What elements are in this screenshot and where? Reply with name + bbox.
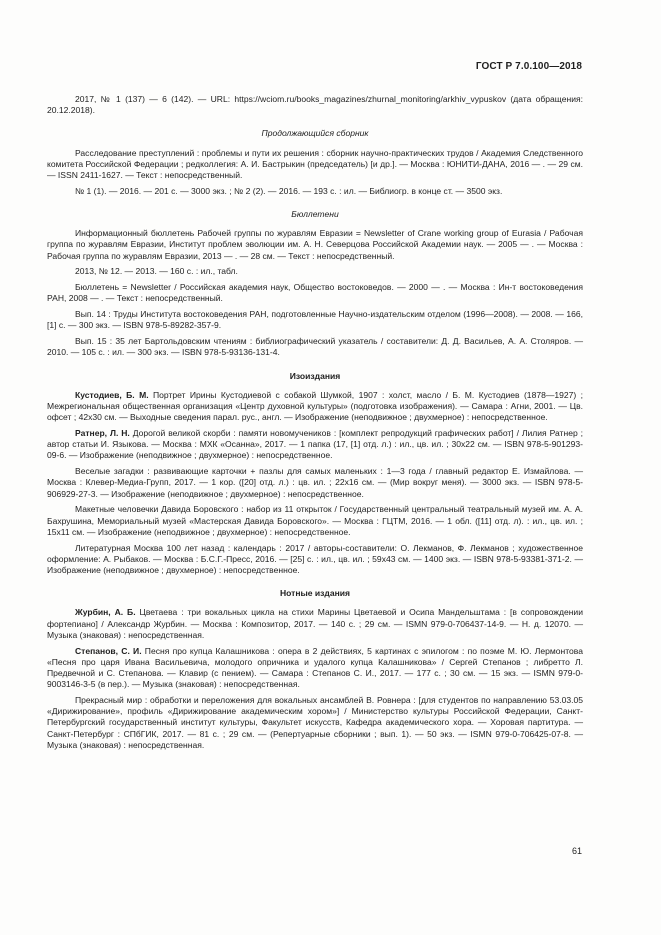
bibliographic-entry (47, 428, 583, 462)
bibliographic-entry: 2017, № 1 (137) — 6 (142). — URL: https://wciom.ru/books_magazines/zhurnal_monitoring/arkhiv_vypuskov (дата обращения: 20.12.2018). (47, 94, 583, 116)
section-heading: Продолжающийся сборник (261, 128, 369, 139)
entry-author: Журбин, А. Б. (75, 607, 136, 618)
bibliographic-entry: Расследование преступлений : проблемы и пути их решения : сборник научно-практических трудов / Академия Следственного комитета Российской Федерации ; редколлегия: А. И. Бастрыкин (председатель) [и др.]. — Москва : ЮНИТИ-ДАНА, 2016 — . — 29 см. — ISSN 2411-1627. — Текст : непосредственный. (47, 147, 583, 181)
entry-author: Кустодиев, Б. М. (75, 389, 149, 400)
bibliographic-entry: Прекрасный мир : обработки и переложения для вокальных ансамблей В. Ровнера : [для студентов по направлению 53.03.05 «Дирижирование», профиль «Дирижирование академическим хором»] / Министерство культуры Российской Федерации, Санкт-Петербургский государственный институт культуры, Факультет искусств, Кафедра академического хора. — Хоровая партитура. — Санкт-Петербург : СПбГИК, 2017. — 81 с. ; 29 см. — (Репертуарные сборники ; вып. 1). — 50 экз. — ISMN 979-0-706425-07-8. — Музыка (знаковая) : непосредственная. (47, 695, 583, 750)
bibliographic-entry: Вып. 14 : Труды Института востоковедения РАН, подготовленные Научно-издательским отделом (1996—2008). — 2008. — 166, [1] с. — 300 экз. — ISBN 978-5-89282-357-9. (47, 309, 583, 331)
standard-header: ГОСТ Р 7.0.100—2018 (475, 61, 582, 72)
bibliographic-entry: Бюллетень = Newsletter / Российская академия наук, Общество востоковедов. — 2000 — . — Москва : Ин-т востоковедения РАН, 2008 — . — Текст : непосредственный. (47, 282, 583, 304)
bibliographic-entry (47, 390, 583, 424)
bibliographic-entry: Макетные человечки Давида Боровского : набор из 11 открыток / Государственный центральный театральный музей им. А. А. Бахрушина, Мемориальный музей «Мастерская Давида Боровского». — Москва : ГЦТМ, 2016. — 1 обл. ([11] отд. л). : ил., цв. ил. ; 15х11 см. — Изображение (неподвижное ; двухмерное) : непосредственное. (47, 504, 583, 537)
entry-text: Портрет Ирины Кустодиевой с собакой Шумкой, 1907 : холст, масло / Б. М. Кустодиев (1878—1927) ; Межрегиональная общественная организация «Центр духовной культуры» (подготовка изображения). — Самара : Агни, 2001. — Цв. офсет ; 42х30 см. — Выходные сведения парал. рус., англ. — Изображение (неподвижное ; двухмерное) : непосредственное. (47, 389, 584, 423)
entry-text: Дорогой великой скорби : памяти новомучеников : [комплект репродукций графических работ] / Лилия Ратнер ; автор статьи И. Языкова. — Москва : МХК «Осанна», 2017. — 1 папка (17, [1] отд. л.) : ил., цв. ил. ; 30х22 см. — ISBN 978-5-901293-09-6. — Изображение (неподвижное ; двухмерное) : непосредственное. (47, 428, 583, 461)
section-heading: Бюллетени (291, 209, 339, 220)
section-heading: Нотные издания (279, 588, 351, 599)
entry-text: Песня про купца Калашникова : опера в 2 действиях, 5 картинах с эпилогом : по поэме М. Ю. Лермонтова «Песня про царя Ивана Васильевича, молодого опричника и удалого купца Калашникова» / Сергей Степанов ; либретто Л. Предвечной и С. Степанова. — Клавир (с пением). — Самара : Степанов С. И., 2017. — 177 с. ; 30 см. — 15 экз. — ISMN 979-0-9003146-3-5 (в пер.). — Музыка (знаковая) : непосредственная. (47, 645, 583, 690)
bibliographic-entry (47, 646, 583, 691)
bibliographic-entry: № 1 (1). — 2016. — 201 с. — 3000 экз. ; № 2 (2). — 2016. — 193 с. : ил. — Библиогр. в конце ст. — 3500 экз. (75, 185, 503, 196)
page-number: 61 (571, 846, 582, 856)
bibliographic-entry: Литературная Москва 100 лет назад : календарь : 2017 / авторы-составители: О. Лекманов, Ф. Лекманов ; художественное оформление: А. Рыбаков. — Москва : Б.С.Г.-Пресс, 2016. — [25] с. : ил., цв. ил. ; 59х43 см. — 1400 экз. — ISBN 978-5-93381-371-2. — Изображение (неподвижное ; двухмерное) : непосредственное. (47, 542, 583, 576)
bibliography-content (47, 94, 583, 756)
bibliographic-entry (47, 607, 583, 641)
entry-author: Степанов, С. И. (75, 645, 142, 656)
bibliographic-entry: 2013, № 12. — 2013. — 160 с. : ил., табл. (75, 266, 238, 277)
bibliographic-entry: Вып. 15 : 35 лет Бартольдовским чтениям : библиографический указатель / составители: Д. Д. Васильев, А. А. Столяров. — 2010. — 105 с. : ил. — 300 экз. — ISBN 978-5-93136-131-4. (47, 336, 583, 358)
entry-text: Цветаева : три вокальных цикла на стихи Марины Цветаевой и Осипа Мандельштама : [в сопровождении фортепиано] / Александр Журбин. — Москва : Композитор, 2017. — 140 с. ; 29 см. — ISMN 979-0-706437-14-9. — Н. д. 12070. — Музыка (знаковая) : непосредственная. (47, 607, 583, 640)
entry-author: Ратнер, Л. Н. (75, 428, 130, 439)
bibliographic-entry: Веселые загадки : развивающие карточки + пазлы для самых маленьких : 1—3 года / главный редактор Е. Измайлова. — Москва : Клевер-Медиа-Групп, 2017. — 1 кор. ([20] отд. л.) : цв. ил. ; 22х16 см. — (Мир вокруг меня). — 3000 экз. — ISBN 978-5-906929-27-3. — Изображение (неподвижное ; двухмерное) : непосредственное. (47, 466, 583, 499)
section-heading: Изоиздания (289, 370, 341, 381)
bibliographic-entry: Информационный бюллетень Рабочей группы по журавлям Евразии = Newsletter of Crane working group of Eurasia / Рабочая группа по журавлям Евразии, Институт проблем эволюции им. А. Н. Северцова Российской Академии наук. — 2005 — . — Москва : Рабочая группа по журавлям Евразии, 2013 — . — 28 см. — Текст : непосредственный. (47, 228, 583, 261)
